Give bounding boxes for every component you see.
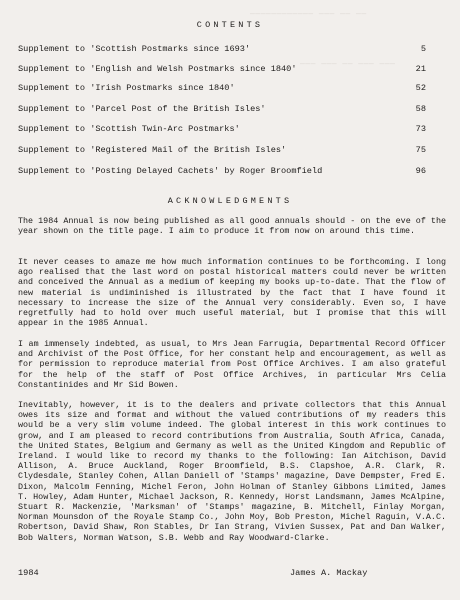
toc-entry-page: 21 — [415, 64, 426, 74]
toc-entry-page: 96 — [415, 166, 426, 176]
toc-entry-title: Supplement to 'Scottish Twin-Arc Postmarks' — [18, 124, 240, 134]
toc-entry-page: 5 — [420, 44, 426, 54]
acknowledgment-paragraph: The 1984 Annual is now being published as all good annuals should - on the eve of the year shown on the title page. I aim to produce it from now on around this time. — [18, 216, 446, 237]
toc-entry-title: Supplement to 'English and Welsh Postmarks since 1840' — [18, 64, 297, 74]
acknowledgments-heading: ACKNOWLEDGMENTS — [167, 196, 293, 206]
show-through-text: ———————————— ——— —— —— — [250, 10, 367, 19]
toc-entry-page: 52 — [415, 83, 426, 93]
signature-name: James A. Mackay — [290, 568, 368, 578]
toc-entry-title: Supplement to 'Parcel Post of the British Isles' — [18, 104, 266, 114]
toc-entry-title: Supplement to 'Scottish Postmarks since 1693' — [18, 44, 251, 54]
toc-entry-page: 58 — [415, 104, 426, 114]
toc-entry-page: 75 — [415, 145, 426, 155]
toc-entry-title: Supplement to 'Registered Mail of the British Isles' — [18, 145, 287, 155]
acknowledgment-paragraph: It never ceases to amaze me how much information continues to be forthcoming. I long ago realised that the last word on postal historical matters could never be written and conceived the Annual as a medium of keeping my books up-to-date. That the flow of new material is undiminished is illustrated by the fact that I have found it necessary to increase the size of the Annual very considerably. Even so, I have regretfully had to hold over much useful material, but I promise that this will appear in the 1985 Annual. — [18, 257, 446, 329]
acknowledgment-paragraph: I am immensely indebted, as usual, to Mrs Jean Farrugia, Departmental Record Officer and Archivist of the Post Office, for her constant help and encouragement, as well as for permission to reproduce material from Post Office Archives. I am also grateful for the help of the staff of Post Office Archives, in particular Mrs Celia Constantinides and Mr Sid Bowen. — [18, 339, 446, 390]
toc-entry-title: Supplement to 'Posting Delayed Cachets' by Roger Broomfield — [18, 166, 323, 176]
toc-entry-page: 73 — [415, 124, 426, 134]
signature-year: 1984 — [18, 568, 39, 578]
acknowledgment-paragraph: Inevitably, however, it is to the dealers and private collectors that this Annual owes its size and format and without the valued contributions of my readers this would be a very slim volume indeed. The global interest in this work continues to grow, and I am pleased to record contributions from Australia, South Africa, Canada, the United States, Belgium and Germany as well as the United Kingdom and Republic of Ireland. I would like to record my thanks to the following: Ian Aitchison, David Allison, A. Bruce Auckland, Roger Broomfield, B.S. Clapshoe, A.R. Clark, R. Clydesdale, Stanley Cohen, Allan Daniell of 'Stamps' magazine, Dave Dempster, Fred E. Dixon, Malcolm Fenning, Michel Feron, John Holman of Stanley Gibbons Limited, James T. Howley, Adam Hunter, Michael Jackson, R. Kennedy, Horst Landsmann, James McAlpine, Stuart R. Mackenzie, 'Marksman' of 'Stamps' magazine, B. Mitchell, Finlay Morgan, Norman Mounsdon of the Royale Stamp Co., John Moy, Bob Preston, Michel Raguin, V.A.C. Robertson, David Shaw, Ron Stables, Dr Ian Strang, Vivien Sussex, Pat and Dan Walker, Bob Walters, Norman Watson, S.B. Webb and Ray Woodward-Clarke. — [18, 400, 446, 543]
show-through-text: ——— ——— —— ——— ——— — [300, 60, 396, 69]
contents-heading: CONTENTS — [196, 20, 264, 30]
toc-entry-title: Supplement to 'Irish Postmarks since 1840' — [18, 83, 235, 93]
